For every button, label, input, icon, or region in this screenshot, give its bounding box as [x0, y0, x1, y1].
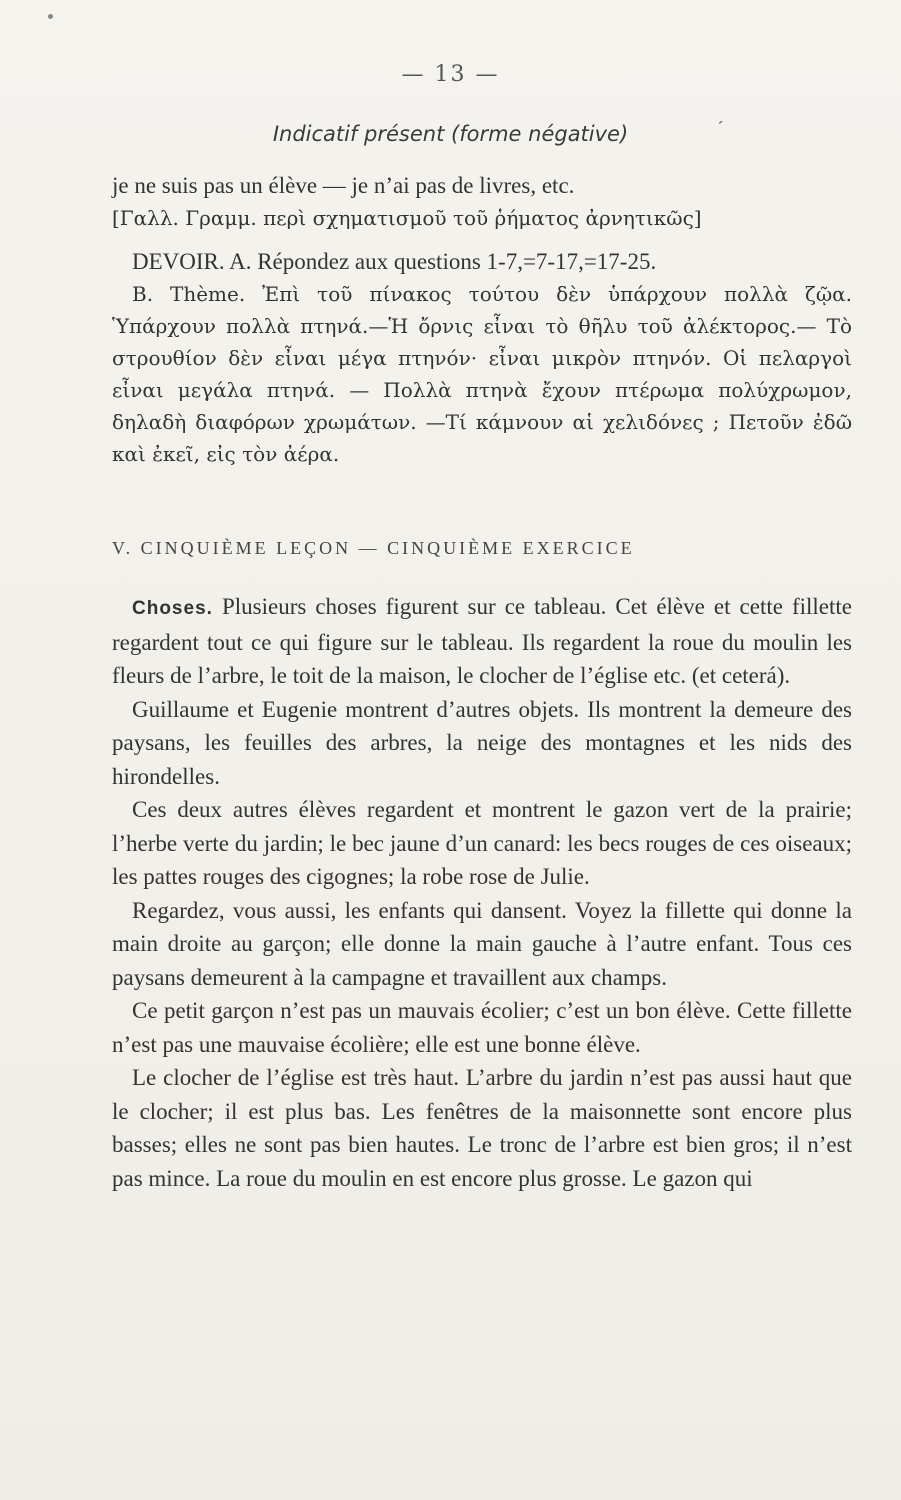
greek-grammar-reference: [Γαλλ. Γραμμ. περὶ σχηματισμοῦ τοῦ ῥήματος ἀρνητικῶς]: [112, 206, 702, 230]
page-heading: Indicatif présent (forme négative): [272, 122, 629, 146]
lesson-lead: Choses.: [132, 598, 213, 619]
lesson-paragraph: [112, 590, 852, 693]
theme-paragraph: B. Thème. Ἐπὶ τοῦ πίνακος τούτου δὲν ὑπάρχουν πολλὰ ζῷα. Ὑπάρχουν πολλὰ πτηνά.—Ἡ ὄρνις εἶναι τὸ θῆλυ τοῦ ἀλέκτορος.— Τὸ στρουθίον δὲν εἶναι μέγα πτηνόν· εἶναι μικρὸν πτηνόν. Οἱ πελαργοὶ εἶναι μεγάλα πτηνά. — Πολλὰ πτηνὰ ἔχουν πτέρωμα πολύχρωμον, δηλαδὴ διαφόρων χρωμάτων. —Τί κάμνουν αἱ χελιδόνες ; Πετοῦν ἐδῶ καὶ ἐκεῖ, εἰς τὸν ἀέρα.: [112, 282, 852, 466]
lesson-paragraph: Le clocher de l’église est très haut. L’arbre du jardin n’est pas aussi haut que le clocher; il est plus bas. Les fenêtres de la maisonnette sont encore plus basses; elles ne sont pas bien hautes. Le tronc de l’arbre est bien gros; il n’est pas mince. La roue du moulin en est encore plus grosse. Le gazon qui: [112, 1065, 852, 1191]
lesson-text: [112, 590, 852, 1195]
devoir-line: DEVOIR. A. Répondez aux questions 1-7,=7-17,=17-25.: [132, 249, 657, 274]
example-sentence: je ne suis pas un élève — je n’ai pas de livres, etc.: [112, 173, 575, 198]
page-number: — 13 —: [401, 62, 500, 87]
lesson-paragraph: Guillaume et Eugenie montrent d’autres objets. Ils montrent la demeure des paysans, les feuilles des arbres, la neige des montagnes et les nids des hirondelles.: [112, 696, 852, 789]
intro-block: [112, 170, 852, 470]
section-title: V. CINQUIÈME LEÇON — CINQUIÈME EXERCICE: [112, 538, 635, 558]
pencil-tick-icon: ‘: [712, 117, 725, 135]
lesson-paragraph-text: Plusieurs choses figurent sur ce tableau. Cet élève et cette fillette regardent tout ce qui figure sur le tableau. Ils regardent la roue du moulin les fleurs de l’arbre, le toit de la maison, le clocher de l’église etc. (et ceterá).: [112, 594, 853, 688]
lesson-paragraph: Ce petit garçon n’est pas un mauvais écolier; c’est un bon élève. Cette fillette n’est pas une mauvaise écolière; elle est une bonne élève.: [112, 998, 852, 1057]
lesson-paragraph: Ces deux autres élèves regardent et montrent le gazon vert de la prairie; l’herbe verte du jardin; le bec jaune d’un canard: les becs rouges de ces oiseaux; les pattes rouges des cigognes; la robe rose de Julie.: [112, 797, 852, 889]
dot-mark: [48, 14, 53, 19]
lesson-paragraph: Regardez, vous aussi, les enfants qui dansent. Voyez la fillette qui donne la main droite au garçon; elle donne la main gauche à l’autre enfant. Tous ces paysans demeurent à la campagne et travaillent aux champs.: [112, 897, 852, 990]
